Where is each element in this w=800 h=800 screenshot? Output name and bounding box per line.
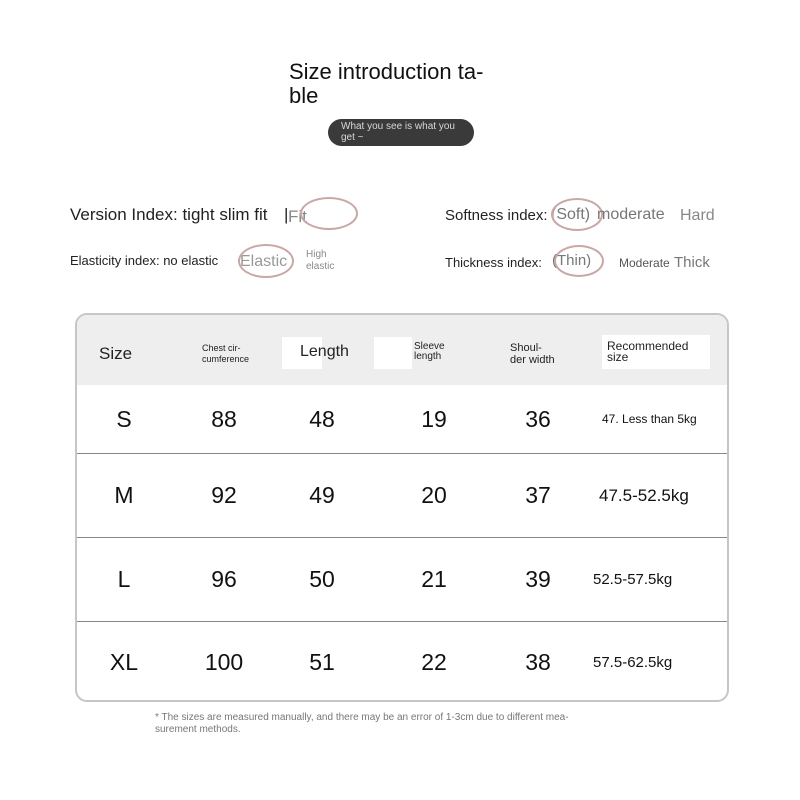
elasticity-index-label: Elasticity index: no elastic [70, 253, 219, 268]
cell-sleeve: 21 [421, 566, 447, 592]
cell-recommended: 47.5-52.5kg [599, 485, 689, 505]
table-row [77, 454, 727, 537]
cell-recommended: 57.5-62.5kg [593, 653, 673, 671]
cell-chest: 96 [211, 566, 237, 592]
header-size: Size [99, 344, 133, 363]
page-title: Size introduction ta- ble [289, 59, 484, 108]
cell-recommended: 52.5-57.5kg [593, 571, 673, 588]
header-chest: Chest cir- cumference [202, 343, 250, 364]
cell-size: L [117, 566, 131, 592]
selected-circle-soft [551, 198, 603, 231]
selected-circle-elastic [238, 244, 294, 278]
header-sleeve: Sleeve length [414, 341, 445, 362]
cell-size: S [116, 405, 132, 432]
cell-shoulder: 39 [525, 566, 551, 592]
cell-sleeve: 19 [421, 405, 447, 432]
cell-size: M [114, 482, 134, 508]
cell-chest: 92 [211, 482, 237, 508]
cell-shoulder: 38 [525, 648, 551, 675]
softness-index-label: Softness index: [445, 207, 548, 224]
table-row [77, 538, 727, 621]
cell-sleeve: 20 [421, 482, 447, 508]
thickness-option-thick: Thick [674, 254, 710, 271]
thickness-index-label: Thickness index: [445, 255, 542, 270]
version-option-fit: Fit [288, 207, 307, 226]
cell-length: 51 [309, 648, 335, 675]
table-row [77, 385, 727, 453]
selected-circle-fit [300, 197, 358, 230]
cell-chest: 100 [204, 648, 244, 675]
selected-circle-thin [554, 245, 604, 277]
cell-length: 49 [309, 482, 335, 508]
softness-option-hard: Hard [680, 207, 715, 224]
header-shoulder: Shoul- der width [510, 342, 555, 366]
softness-option-soft: (Soft) [551, 206, 591, 223]
cell-shoulder: 36 [525, 405, 551, 432]
cell-shoulder: 37 [525, 482, 551, 508]
cell-length: 48 [309, 405, 335, 432]
cell-size: XL [109, 648, 139, 675]
thickness-option-moderate: Moderate [619, 256, 670, 270]
cell-length: 50 [309, 566, 335, 592]
version-index-separator: | [284, 205, 289, 224]
table-row [77, 622, 727, 702]
header-length: Length [300, 343, 349, 360]
cell-chest: 88 [211, 405, 237, 432]
elasticity-option-high-elastic: High elastic [306, 249, 335, 272]
measurement-footnote: * The sizes are measured manually, and there may be an error of 1-3cm due to different mea- surement methods. [155, 712, 569, 735]
cell-sleeve: 22 [421, 648, 447, 675]
thickness-option-thin: (Thin) [552, 252, 592, 269]
what-you-see-badge: What you see is what you get ~ [328, 119, 474, 146]
version-index-label: Version Index: tight slim fit [70, 205, 268, 224]
softness-option-moderate: moderate [597, 206, 665, 223]
size-table-header [77, 315, 727, 385]
header-recommended: Recommended size [607, 339, 689, 364]
size-table [75, 313, 729, 702]
cell-recommended: 47. Less than 5kg [602, 412, 697, 426]
elasticity-option-elastic: Elastic [240, 253, 288, 270]
